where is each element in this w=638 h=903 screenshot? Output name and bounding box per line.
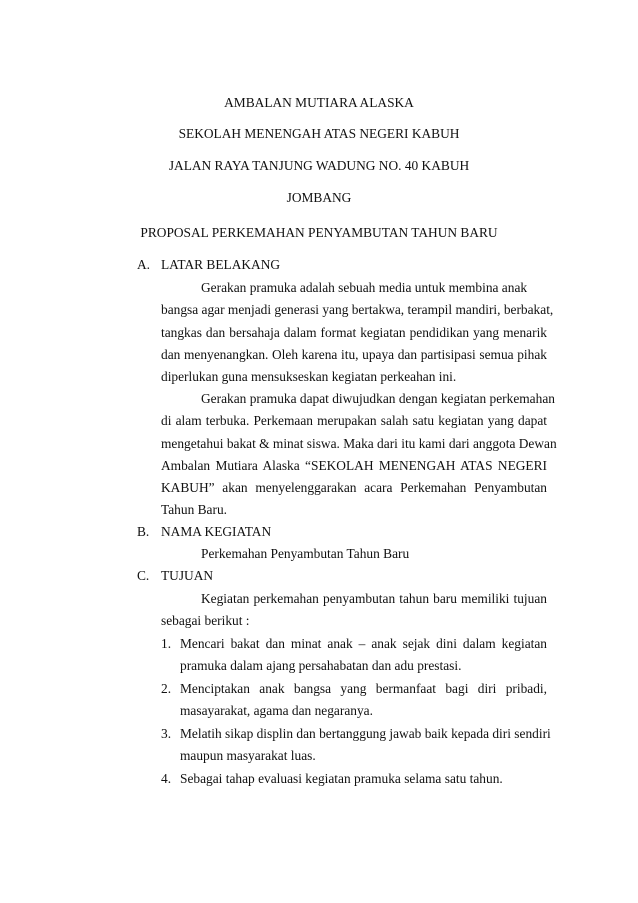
proposal-title: PROPOSAL PERKEMAHAN PENYAMBUTAN TAHUN BARU bbox=[140, 225, 498, 240]
section-b-heading bbox=[137, 524, 271, 540]
paragraph-line: Gerakan pramuka dapat diwujudkan dengan kegiatan perkemahan bbox=[201, 391, 555, 406]
list-item-line: Melatih sikap displin dan bertanggung jawab baik kepada diri sendiri bbox=[180, 726, 551, 741]
list-number: 4. bbox=[161, 771, 172, 786]
paragraph-line: Tahun Baru. bbox=[161, 502, 227, 517]
paragraph-line: diperlukan guna mensukseskan kegiatan perkeahan ini. bbox=[161, 369, 457, 384]
section-a-title: LATAR BELAKANG bbox=[161, 257, 281, 272]
section-c-title: TUJUAN bbox=[161, 568, 214, 583]
list-item-line: maupun masyarakat luas. bbox=[180, 748, 316, 763]
list-item-line: Menciptakan anak bangsa yang bermanfaat bagi diri pribadi, bbox=[180, 681, 547, 696]
section-b-letter: B. bbox=[137, 524, 150, 539]
paragraph-line: KABUH” akan menyelenggarakan acara Perkemahan Penyambutan bbox=[161, 480, 547, 495]
paragraph-line: dan menyenangkan. Oleh karena itu, upaya dan partisipasi semua pihak bbox=[161, 347, 547, 362]
school-name: SEKOLAH MENENGAH ATAS NEGERI KABUH bbox=[178, 126, 460, 141]
school-address: JALAN RAYA TANJUNG WADUNG NO. 40 KABUH bbox=[168, 158, 470, 173]
paragraph-line: Gerakan pramuka adalah sebuah media untuk membina anak bbox=[201, 280, 528, 295]
organization-name: AMBALAN MUTIARA ALASKA bbox=[224, 95, 414, 110]
list-item-line: Sebagai tahap evaluasi kegiatan pramuka selama satu tahun. bbox=[180, 771, 503, 786]
section-a-heading bbox=[137, 257, 280, 273]
section-b-title: NAMA KEGIATAN bbox=[161, 524, 272, 539]
list-item-line: pramuka dalam ajang persahabatan dan adu prestasi. bbox=[180, 658, 462, 673]
section-c-heading bbox=[137, 568, 213, 584]
paragraph-line: mengetahui bakat & minat siswa. Maka dari itu kami dari anggota Dewan bbox=[161, 436, 557, 451]
paragraph-line: bangsa agar menjadi generasi yang bertakwa, terampil mandiri, berbakat, bbox=[161, 302, 554, 317]
list-number: 2. bbox=[161, 681, 172, 696]
paragraph-line: sebagai berikut : bbox=[161, 613, 250, 628]
paragraph-line: tangkas dan bersahaja dalam format kegiatan pendidikan yang menarik bbox=[161, 325, 547, 340]
section-a-letter: A. bbox=[137, 257, 151, 272]
section-c-letter: C. bbox=[137, 568, 150, 583]
activity-name: Perkemahan Penyambutan Tahun Baru bbox=[201, 546, 410, 561]
list-number: 1. bbox=[161, 636, 172, 651]
list-number: 3. bbox=[161, 726, 172, 741]
paragraph-line: di alam terbuka. Perkemaan merupakan salah satu kegiatan yang dapat bbox=[161, 413, 547, 428]
paragraph-line: Kegiatan perkemahan penyambutan tahun baru memiliki tujuan bbox=[201, 591, 547, 606]
paragraph-line: Ambalan Mutiara Alaska “SEKOLAH MENENGAH ATAS NEGERI bbox=[161, 458, 547, 473]
list-item-line: Mencari bakat dan minat anak – anak sejak dini dalam kegiatan bbox=[180, 636, 547, 651]
list-item-line: masayarakat, agama dan negaranya. bbox=[180, 703, 373, 718]
city-name: JOMBANG bbox=[286, 190, 352, 205]
